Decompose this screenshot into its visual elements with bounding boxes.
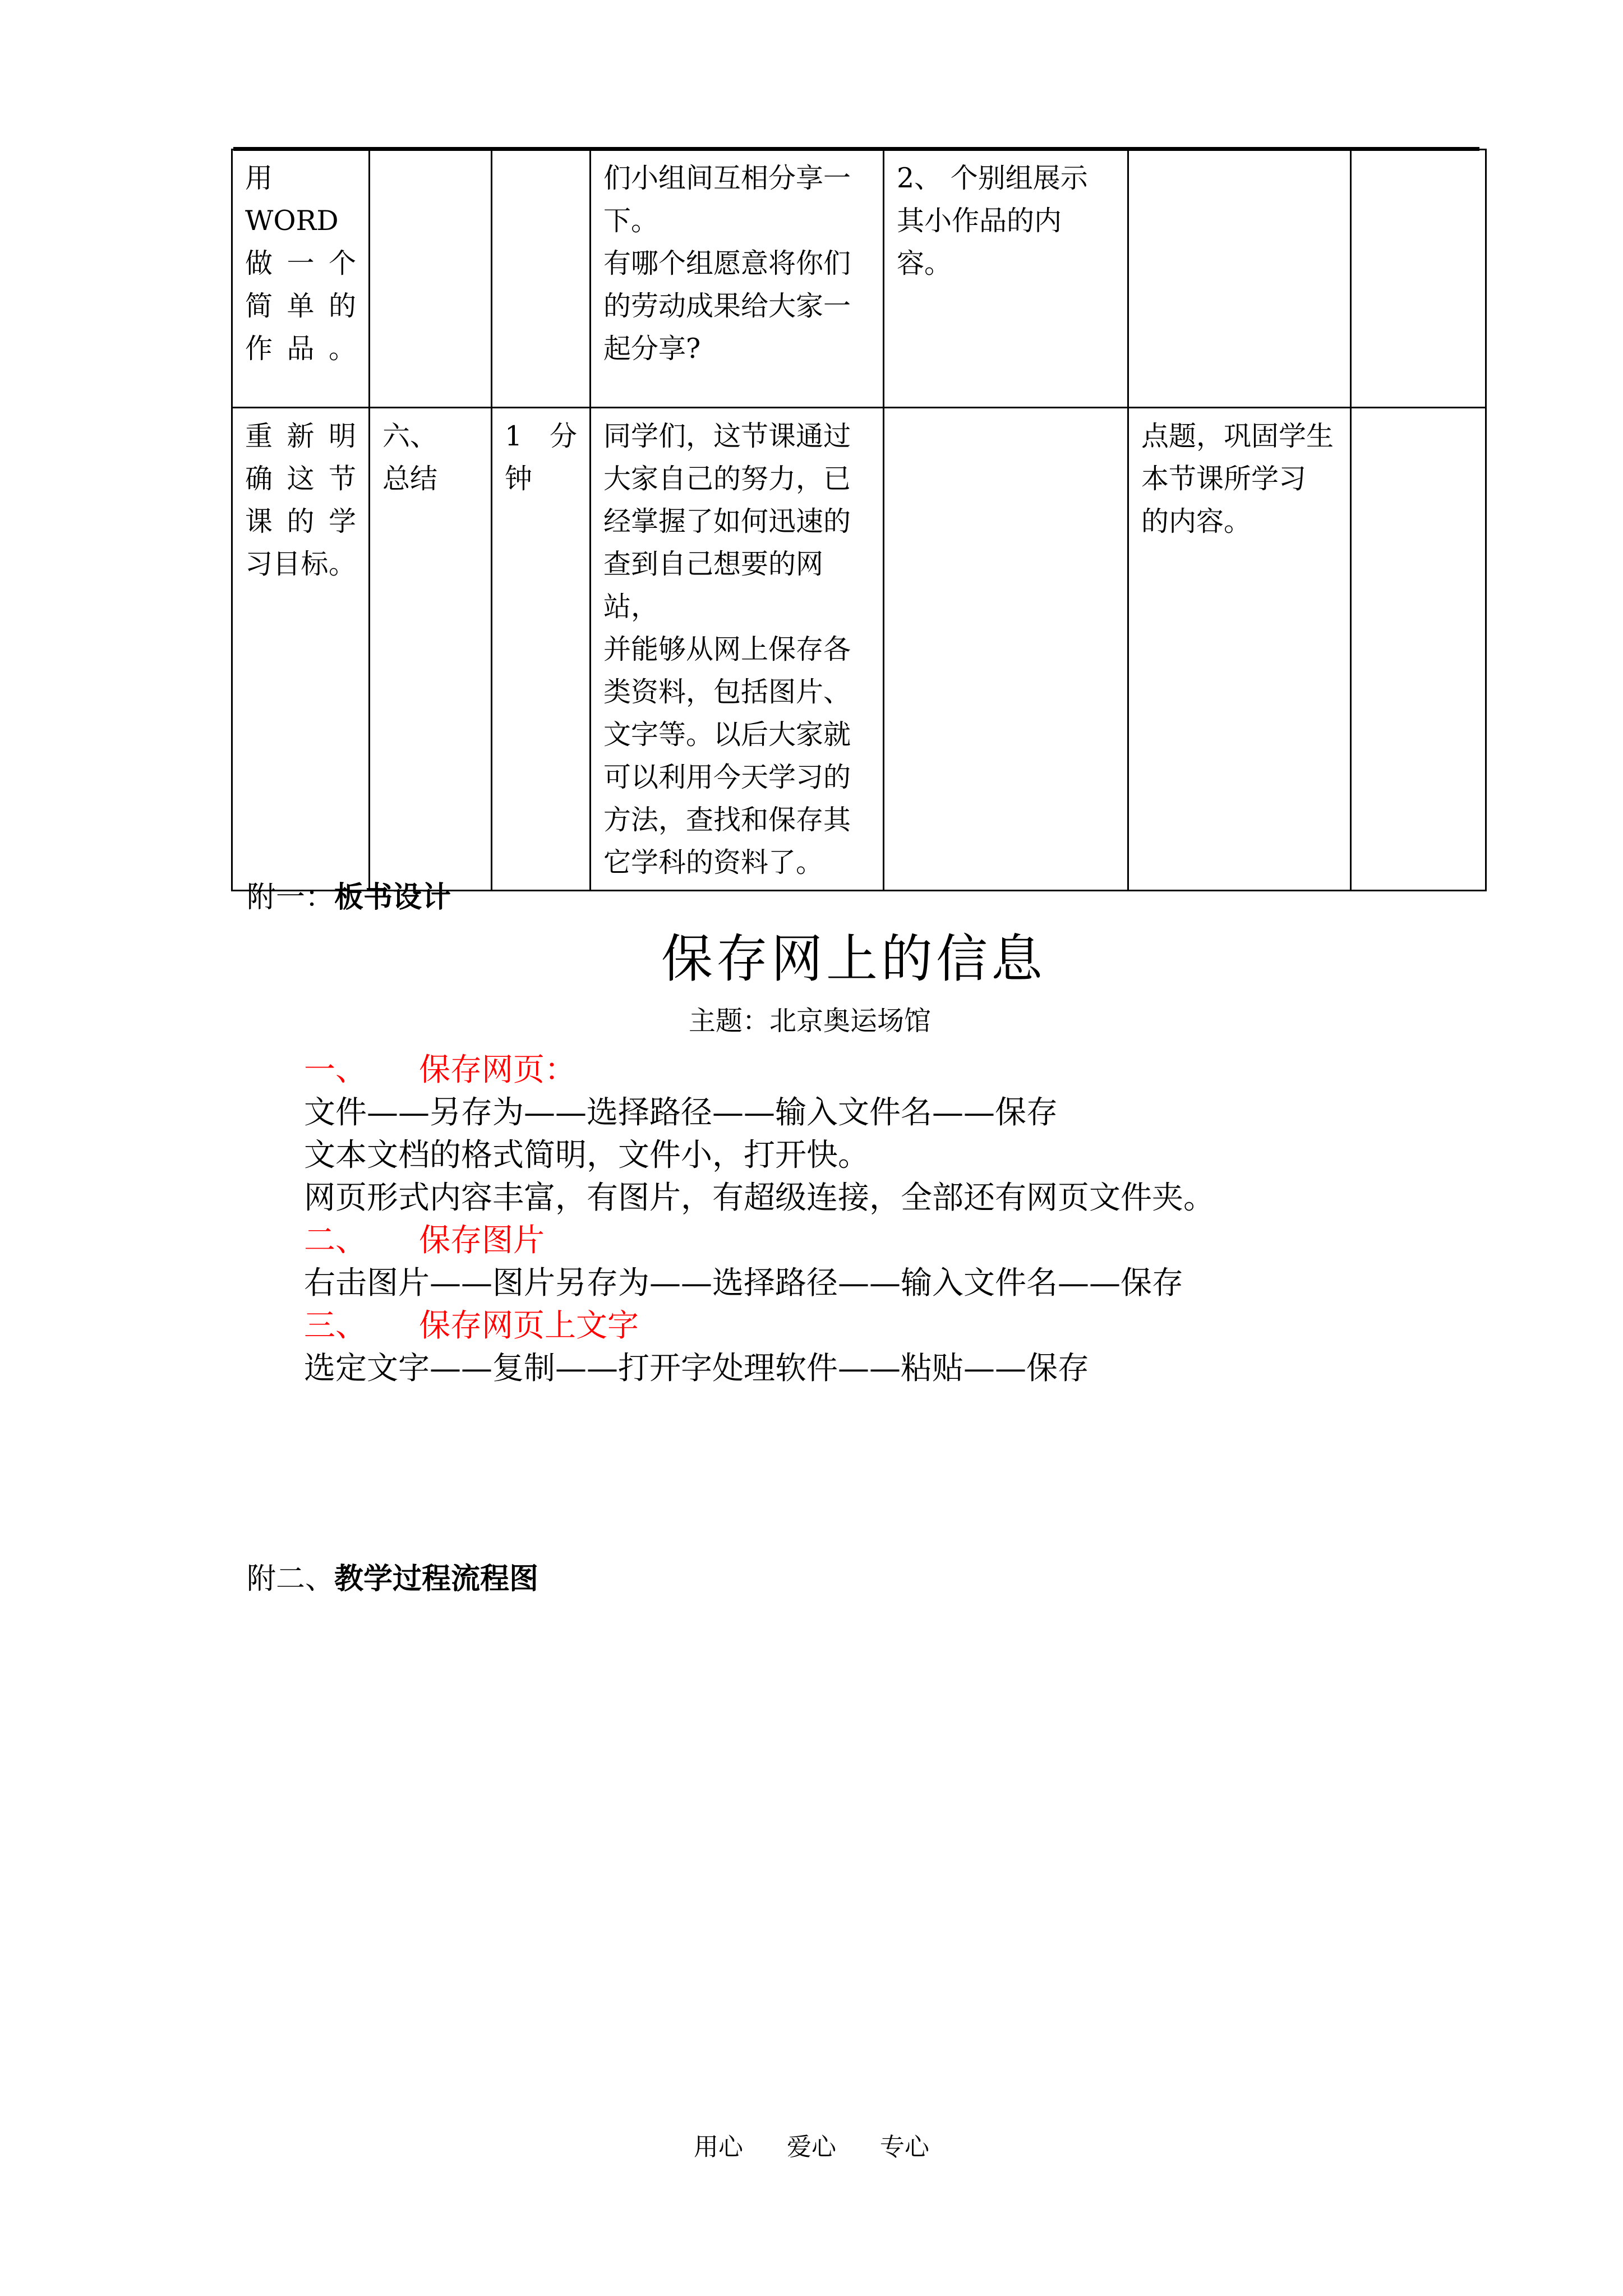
appendix-1-prefix: 附一： <box>247 881 335 914</box>
section-title: 保存网页上文字 <box>419 1308 639 1344</box>
board-section-heading <box>304 1049 1426 1092</box>
section-number: 一、 <box>304 1052 367 1088</box>
page-footer <box>0 2132 1623 2163</box>
section-title: 保存网页： <box>419 1052 576 1088</box>
board-line: 文件——另存为——选择路径——输入文件名——保存 <box>304 1094 1058 1131</box>
table-cell-student-activity: 2、 个别组展示 其小作品的内容。 <box>884 150 1128 408</box>
appendix-1-title: 板书设计 <box>334 880 451 914</box>
board-section-heading <box>304 1305 1426 1347</box>
table-cell-note <box>1351 150 1486 408</box>
section-title: 保存图片 <box>419 1222 545 1259</box>
table-cell-intent: 点题，巩固学生 本节课所学习 的内容。 <box>1128 408 1351 891</box>
section-number: 三、 <box>304 1308 367 1344</box>
board-line: 网页形式内容丰富，有图片，有超级连接，全部还有网页文件夹。 <box>304 1180 1215 1216</box>
board-line: 选定文字——复制——打开字处理软件——粘贴——保存 <box>304 1350 1089 1387</box>
appendix-2-label <box>247 1562 538 1596</box>
footer-item: 用心 <box>694 2133 743 2161</box>
appendix-2-prefix: 附二、 <box>247 1562 335 1596</box>
board-line: 右击图片——图片另存为——选择路径——输入文件名——保存 <box>304 1265 1183 1301</box>
table-cell-goal: 重新明 确这节 课的学 习目标。 <box>232 408 370 891</box>
appendix-1-label <box>247 881 451 914</box>
board-subtitle: 主题：北京奥运场馆 <box>689 1005 932 1037</box>
board-title: 保存网上的信息 <box>661 929 1046 989</box>
table-cell-student-activity <box>884 408 1128 891</box>
table-cell-time <box>492 150 591 408</box>
board-section-heading <box>304 1220 1426 1262</box>
table-cell-goal: 用 WORD 做一个 简单的 作品。 <box>232 150 370 408</box>
table-cell-teacher-activity: 们小组间互相分享一 下。 有哪个组愿意将你们 的劳动成果给大家一 起分享? <box>591 150 884 408</box>
table-cell-stage: 六、 总结 <box>370 408 492 891</box>
table-cell-stage <box>370 150 492 408</box>
table-cell-intent <box>1128 150 1351 408</box>
table-cell-note <box>1351 408 1486 891</box>
table-row <box>232 150 1486 408</box>
table-row <box>232 408 1486 891</box>
footer-item: 爱心 <box>787 2133 836 2161</box>
table-cell-time: 1 分 钟 <box>492 408 591 891</box>
section-number: 二、 <box>304 1222 367 1259</box>
lesson-plan-table <box>231 149 1487 891</box>
appendix-2-title: 教学过程流程图 <box>334 1562 539 1596</box>
footer-item: 专心 <box>880 2133 929 2161</box>
board-content <box>304 1049 1426 1390</box>
board-line: 文本文档的格式简明，文件小，打开快。 <box>304 1137 869 1174</box>
table-cell-teacher-activity: 同学们，这节课通过 大家自己的努力，已 经掌握了如何迅速的 查到自己想要的网站， 并能够从网上保存各 类资料，包括图片、 文字等。以后大家就 可以利用今天学习的 方法，查找和保存其 它学科的资料了。 <box>591 408 884 891</box>
